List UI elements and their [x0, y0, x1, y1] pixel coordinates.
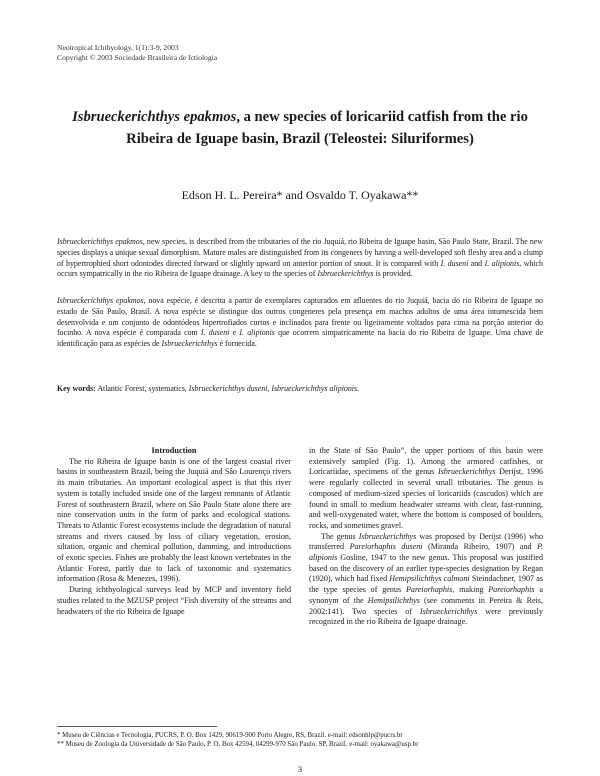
title-line1-rest: , a new species of loricariid catfish from the rio: [236, 109, 528, 125]
intro-paragraph-3: [309, 532, 543, 628]
left-column: [57, 446, 291, 617]
keywords-label: Key words:: [57, 384, 96, 393]
copyright-line: Copyright © 2003 Sociedade Brasileira de Ictiologia: [57, 53, 218, 62]
genus-name: Isbrueckerichthys: [358, 531, 417, 541]
abstract-pt-species-ref: I. duseni: [200, 328, 230, 338]
right-column: [309, 446, 543, 628]
keyword-species: Isbrueckerichthys alipionis: [271, 384, 358, 393]
journal-header: [57, 43, 217, 63]
abstract-en-text: , new species, is described from the tributaries of the rio Juquiá, rio Ribeira de Iguape basin, São Paulo State, Brazil. The new species displays a unique sexual dimorphism. Mature males are distinguished from its congeners by having a well-developed soft fleshy area and a clump of hypertrophied short odontodes directed forward or slightly upward on anterior portion of snout. It is compared with: [57, 237, 543, 268]
abstract-pt-text: é fornecida.: [217, 339, 257, 349]
title-species: Isbrueckerichthys epakmos: [72, 109, 237, 125]
article-title: [40, 106, 560, 150]
abstract-pt-species-ref: I. alipionis: [239, 328, 275, 338]
keywords-text: .: [357, 384, 360, 393]
abstract-en-genus: Isbrueckerichthys: [317, 269, 374, 279]
species-name: P. alipionis: [309, 542, 543, 563]
paragraph-text: (Miranda Ribeiro, 1907) and: [422, 542, 538, 552]
paragraph-text: Derijst, 1996 were regularly collected in several small tributaries. The genus is composed of medium-sized species of loricariids (cascudos) which are found in small to medium headwater streams with clear, fast-running, and well-oxygenated water, where the bottom is composed of boulders, rocks, and sometimes gravel.: [309, 467, 543, 530]
abstract-en-species: Isbrueckerichthys epakmos: [57, 237, 143, 246]
title-line2: Ribeira de Iguape basin, Brazil (Teleostei: Siluriformes): [126, 131, 474, 147]
abstract-en-species-ref: I. alipionis: [484, 258, 520, 268]
abstract-pt-genus: Isbrueckerichthys: [161, 339, 218, 349]
abstract-en-text: , which occurs sympatrically in the rio Ribeira de Iguape drainage. A key to the species of: [57, 258, 543, 279]
genus-name: Pareiorhaphis: [488, 585, 535, 595]
intro-paragraph-2: During ichthyological surveys lead by MCP and inventory field studies related to the MZUSP project “Fish diversity of the streams and headwaters of the rio Ribeira de Iguape: [57, 585, 291, 616]
genus-name: Isbrueckerichthys: [419, 606, 478, 616]
authors-line: Edson H. L. Pereira* and Osvaldo T. Oyakawa**: [181, 188, 419, 202]
intro-paragraph-1: The rio Ribeira de Iguape basin is one of the largest coastal river basins in southeastern Brazil, being the Juquiá and São Lourenço rivers its main tributaries. An important ecological aspect is that this river system is totally included inside one of the largest remnants of Atlantic Forest of southeastern Brazil, where on São Paulo State alone there are nine conservation units in the form of parks and ecological stations. Threats to Atlantic Forest ecosystems include the degradation of natural streams and rivers caused by loss of ciliary vegetation, erosion, siltation, organic and chemical pollution, damming, and introductions of exotic species. Fishes are probably the least known vertebrates in the Atlantic Forest, partly due to lack of taxonomic and systematics information (Rosa & Menezes, 1996).: [57, 456, 291, 584]
paragraph-text: , making: [452, 585, 489, 595]
abstract-pt-text: nova espécie, é descrita a partir de exemplares capturados em afluentes do rio Juquiá, bacia do rio Ribeira de Iguape no estado de São Paulo, Brasil. A nova espécie se distingue dos outros congeneres pela presença em machos adultos de uma área intumescida bem desenvolvida e um conjunto de odontódeos hipertrofiados curtos e inclinados para frente ou ligeiramente voltados para cima na porção anterior do focinho. A nova espécie é comparada com: [57, 296, 543, 338]
keywords-text: ,: [267, 384, 272, 393]
footnote-divider: [57, 726, 217, 727]
abstract-en-text: and: [468, 258, 485, 268]
genus-name: Pareiorhaphis: [405, 585, 453, 595]
genus-name: Hemipsilichthys: [367, 595, 420, 605]
footnote-author-2: ** Museu de Zoologia da Universidade de São Paulo, P. O. Box 42594, 04299-970 São Paulo, SP, Brazil. e-mail: oyakawa@usp.br: [57, 741, 419, 749]
keywords: [57, 383, 543, 394]
species-name: Pareiorhaphis duseni: [349, 542, 423, 552]
abstract-en-species-ref: I. duseni: [440, 258, 469, 268]
paragraph-text: in the State of São Paulo”, the upper portions of this basin were extensively sampled (Fig. 1). Among the armored catfishes, or Loricariidae, specimens of the genus: [309, 446, 543, 477]
keywords-text: Atlantic Forest, systematics,: [95, 384, 189, 393]
journal-citation: Neotropical Ichthyology, 1(1):3-9, 2003: [57, 43, 179, 52]
abstract-pt-text: e: [229, 328, 240, 338]
paragraph-text: a synonym of the: [309, 585, 543, 605]
section-heading-introduction: Introduction: [151, 446, 197, 455]
abstract-portuguese: [57, 296, 543, 350]
abstract-pt-text: que ocorrem simpatricamente na bacia do rio Ribeira de Iguape. Uma chave de identificação para as espécies de: [57, 328, 544, 349]
paragraph-text: Steindachner, 1907 as the type species of genus: [309, 574, 543, 595]
intro-paragraph-2-continued: [309, 446, 543, 532]
paragraph-text: Gosline, 1947 to the new genus. This proposal was justified based on the discovery of an earlier type-species designation by Regan (1920), which had fixed: [309, 553, 543, 584]
abstract-english: [57, 237, 543, 280]
paragraph-text: The genus: [321, 531, 359, 541]
genus-name: Isbrueckerichthys: [437, 467, 496, 477]
footnote-author-1: * Museu de Ciências e Tecnologia, PUCRS, P. O. Box 1429, 90619-900 Porto Alegre, RS, Brazil. e-mail: edsonhlp@pucrs.br: [57, 732, 403, 739]
abstract-en-text: is provided.: [373, 269, 413, 279]
paragraph-text: were previously recognized in the rio Ribeira de Iguape drainage.: [309, 606, 543, 627]
abstract-pt-species: Isbrueckerichthys epakmos,: [57, 296, 146, 305]
paragraph-text: (see comments in Pereira & Reis, 2002:141). Two species of: [309, 595, 543, 616]
species-name: Hemipsilichthys calmoni: [389, 574, 470, 584]
keyword-species: Isbrueckerichthys duseni: [188, 384, 268, 393]
page-number: 3: [297, 764, 303, 774]
paragraph-text: was proposed by Derijst (1996) who transferred: [309, 531, 544, 552]
footnotes: [57, 731, 543, 750]
